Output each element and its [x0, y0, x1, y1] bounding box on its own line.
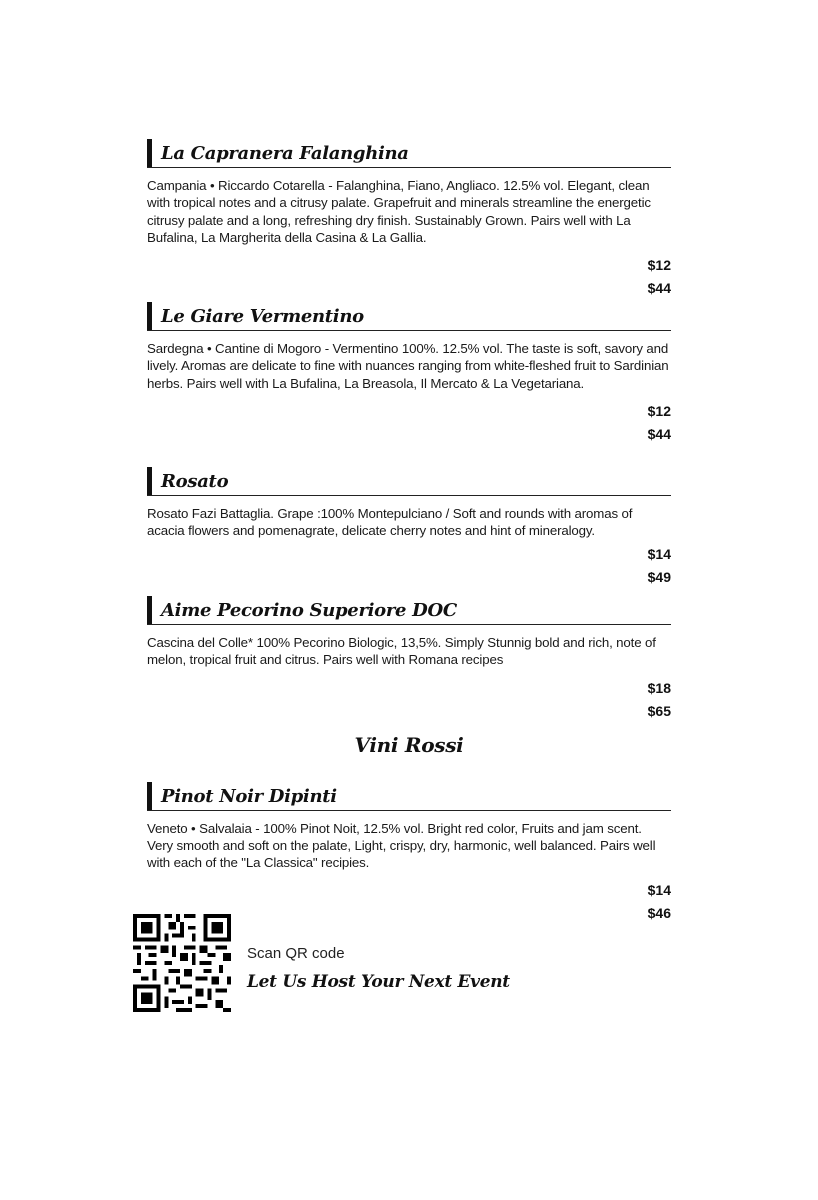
wine-item [147, 593, 671, 723]
wine-item [147, 136, 671, 299]
wine-description: Sardegna • Cantine di Mogoro - Vermentino 100%. 12.5% vol. The taste is soft, savory and lively. Aromas are delicate to fine with nuances ranging from white-fleshed fruit to Sardinian herbs. Pairs well with La Bufalina, La Breasola, Il Mercato & La Vegetariana. [147, 341, 669, 391]
wine-name: Le Giare Vermentino [161, 306, 364, 327]
wine-item-header [147, 299, 671, 331]
wine-description: Veneto • Salvalaia - 100% Pinot Noit, 12.5% vol. Bright red color, Fruits and jam scent. Very smooth and soft on the palate, Light, crispy, dry, harmonic, well balanced. Pairs well with each of the "La Classica" recipies. [147, 820, 656, 871]
price-glass: $14 [647, 882, 671, 899]
wine-item [147, 779, 671, 926]
wine-description: Cascina del Colle* 100% Pecorino Biologic, 13,5%. Simply Stunnig bold and rich, note of melon, tropical fruit and citrus. Pairs well with Romana recipes [147, 635, 656, 668]
footer [133, 914, 733, 1014]
price-glass: $14 [647, 545, 671, 562]
price-glass: $12 [647, 257, 671, 274]
wine-item [147, 464, 671, 593]
wine-item-header [147, 593, 671, 625]
wine-prices [147, 254, 671, 300]
title-bar-decoration [147, 782, 152, 810]
wine-name: Rosato [161, 471, 229, 492]
wine-item [147, 299, 671, 464]
wine-menu [147, 136, 671, 925]
event-promo-text: Let Us Host Your Next Event [247, 972, 510, 992]
wine-item-header [147, 779, 671, 811]
price-glass: $18 [647, 679, 671, 696]
price-bottle: $65 [647, 702, 671, 719]
qr-code-icon[interactable] [133, 914, 231, 1012]
wine-prices [147, 400, 671, 446]
price-bottle: $44 [647, 425, 671, 442]
price-bottle: $49 [647, 568, 671, 585]
wine-name: Pinot Noir Dipinti [161, 785, 337, 807]
section-title-red-wines: Vini Rossi [354, 732, 464, 757]
price-glass: $12 [647, 402, 671, 419]
price-bottle: $46 [647, 905, 671, 922]
title-bar-decoration [147, 139, 152, 167]
wine-name: La Capranera Falanghina [161, 143, 409, 164]
wine-prices [147, 677, 671, 723]
wine-description: Rosato Fazi Battaglia. Grape :100% Montepulciano / Soft and rounds with aromas of acacia flowers and pomenagrate, delicate cherry notes and hint of mineralogy. [147, 506, 633, 539]
wine-item-header [147, 464, 671, 496]
wine-item-header [147, 136, 671, 168]
price-bottle: $44 [647, 280, 671, 297]
title-bar-decoration [147, 302, 152, 330]
wine-description: Campania • Riccardo Cotarella - Falanghina, Fiano, Angliaco. 12.5% vol. Elegant, clean with tropical notes and a citrusy palate. Grapefruit and minerals streamline the energetic citrusy palate and a long, refreshing dry finish. Sustainably Grown. Pairs well with La Bufalina, La Margherita della Casina & La Gallia. [147, 178, 651, 245]
title-bar-decoration [147, 596, 152, 624]
wine-prices [147, 543, 671, 589]
qr-caption: Scan QR code [247, 945, 345, 962]
title-bar-decoration [147, 467, 152, 495]
wine-name: Aime Pecorino Superiore DOC [161, 600, 457, 621]
